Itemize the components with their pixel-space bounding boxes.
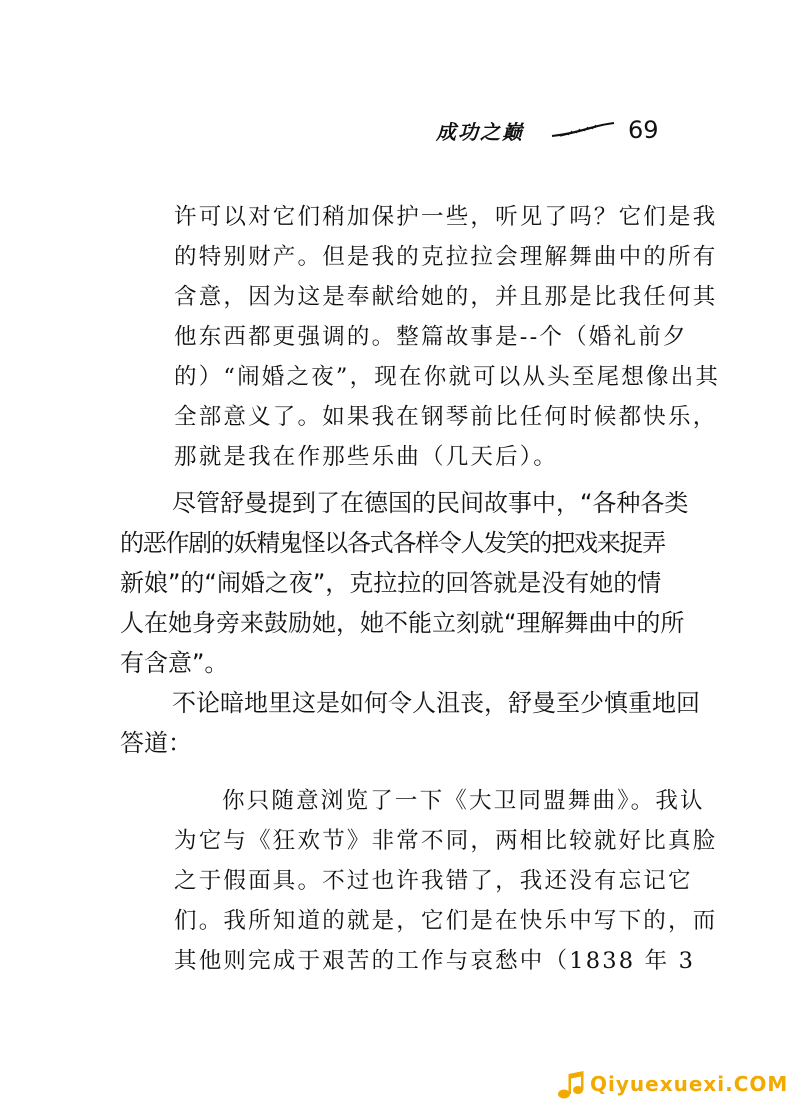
paragraph-line: 不论暗地里这是如何令人沮丧，舒曼至少慎重地回: [172, 689, 700, 717]
music-note-icon: [556, 1070, 584, 1100]
quote-line: 他东西都更强调的。整篇故事是--个（婚礼前夕: [174, 324, 688, 350]
running-header: [420, 116, 720, 148]
site-watermark: [556, 1068, 789, 1104]
quote-line: 那就是我在作那些乐曲（几天后）。: [174, 444, 558, 470]
quote-line: 们。我所知道的就是，它们是在快乐中写下的，而: [174, 908, 718, 934]
quote-line: 的特别财产。但是我的克拉拉会理解舞曲中的所有: [174, 244, 718, 270]
ornament-icon: [550, 122, 616, 140]
watermark-text: Qiyuexuexi.COM: [590, 1072, 789, 1096]
quote-line: 含意，因为这是奉献给她的，并且那是比我任何其: [174, 284, 718, 310]
quote-line: 你只随意浏览了一下《大卫同盟舞曲》。我认: [222, 788, 705, 814]
quote-line: 之于假面具。不过也许我错了，我还没有忘记它: [174, 868, 693, 894]
body-paragraphs: [120, 483, 700, 763]
paragraph-line: 有含意”。: [120, 649, 229, 677]
quote-line: 其他则完成于艰苦的工作与哀愁中（1838 年 3: [174, 948, 696, 974]
quote-line: 许可以对它们稍加保护一些，听见了吗？它们是我: [174, 204, 718, 230]
paragraph-line: 人在她身旁来鼓励她，她不能立刻就“理解舞曲中的所: [120, 609, 685, 637]
paragraph-line: 新娘”的“闹婚之夜”，克拉拉的回答就是没有她的情: [120, 569, 662, 597]
chapter-title: 成功之巅: [436, 120, 524, 144]
paragraph-line: 答道：: [120, 729, 192, 757]
paragraph-line: 的恶作剧的妖精鬼怪以各式各样令人发笑的把戏来捉弄: [120, 529, 665, 557]
quote-line: 为它与《狂欢节》非常不同，两相比较就好比真脸: [174, 828, 718, 854]
page-number: 69: [628, 116, 659, 144]
quote-line: 的）“闹婚之夜”，现在你就可以从头至尾想像出其: [174, 364, 721, 390]
block-quote-1: [174, 197, 720, 477]
quote-line: 全部意义了。如果我在钢琴前比任何时候都快乐，: [174, 404, 718, 430]
block-quote-2: [174, 781, 717, 981]
paragraph-line: 尽管舒曼提到了在德国的民间故事中，“各种各类: [172, 489, 689, 517]
